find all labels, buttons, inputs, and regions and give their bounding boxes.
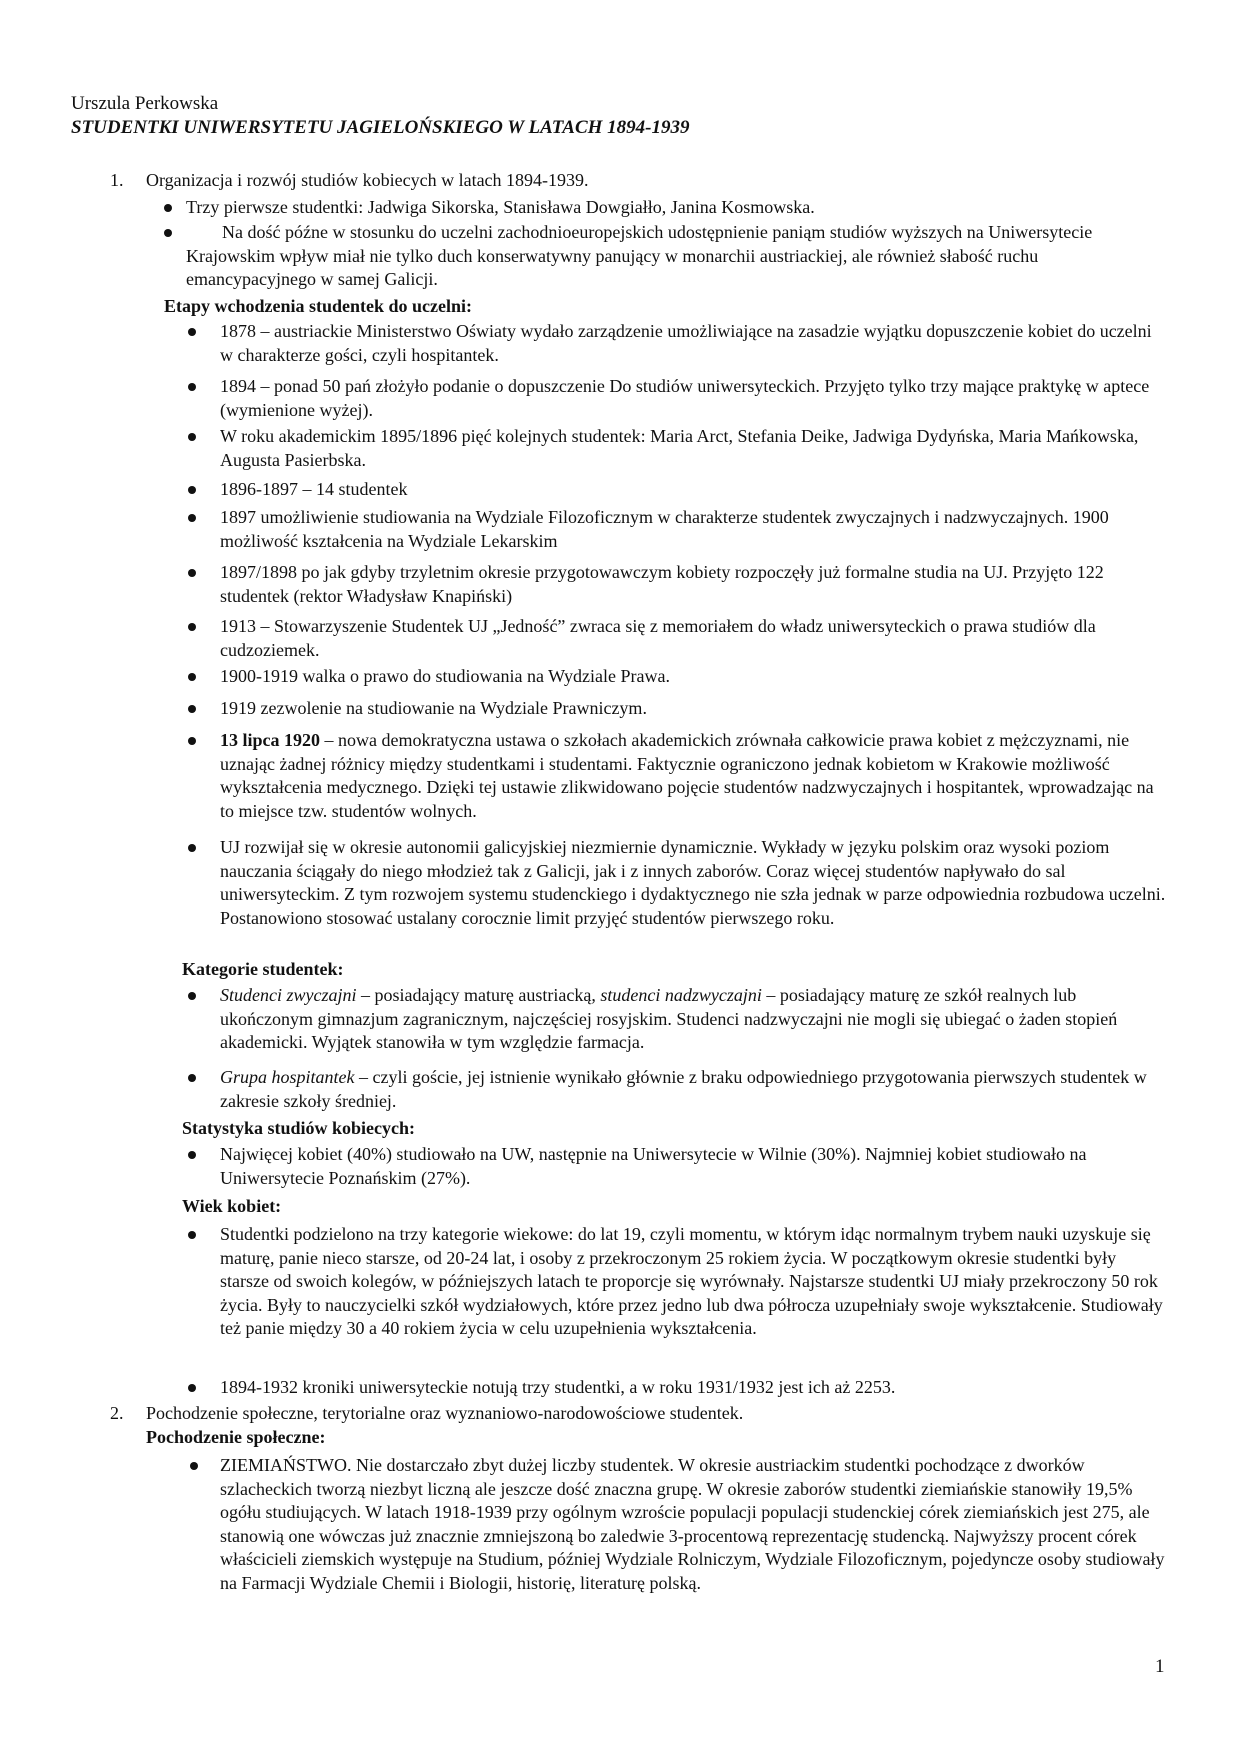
- bullet-icon: [188, 673, 196, 681]
- section-number: 1.: [110, 170, 124, 190]
- bullet-icon: [188, 433, 196, 441]
- bullet-icon: [164, 229, 172, 237]
- subheading-kategorie: Kategorie studentek:: [182, 959, 344, 979]
- section-title: Organizacja i rozwój studiów kobiecych w latach 1894-1939.: [146, 170, 589, 190]
- list-item: 13 lipca 1920 – nowa demokratyczna ustawa o szkołach akademickich zrównała całkowicie prawa kobiet z mężczyznami, nie uznając żadnej różnicy między studentkami i studentami. Faktycznie ograniczono jednak kobietom w Krakowie możliwość wykształcenia medycznego. Dzięki tej ustawie zlikwidowano pojęcie studentów nadzwyczajnych i hospitantek, wprowadzając na to miejsce tzw. studentów wolnych.: [188, 729, 1168, 823]
- bullet-icon: [188, 737, 196, 745]
- list-item: Trzy pierwsze studentki: Jadwiga Sikorska, Stanisława Dowgiałło, Janina Kosmowska.: [164, 196, 1044, 220]
- bullet-icon: [188, 1151, 196, 1159]
- section-title: Pochodzenie społeczne, terytorialne oraz wyznaniowo-narodowościowe studentek.: [146, 1403, 744, 1423]
- list-item: 1919 zezwolenie na studiowanie na Wydziale Prawniczym.: [188, 697, 1168, 721]
- subheading-statystyka: Statystyka studiów kobiecych:: [182, 1118, 416, 1138]
- bullet-icon: [188, 486, 196, 494]
- bullet-icon: [188, 383, 196, 391]
- bullet-icon: [188, 1074, 196, 1082]
- list-item: 1894-1932 kroniki uniwersyteckie notują trzy studentki, a w roku 1931/1932 jest ich aż 2253.: [188, 1376, 1168, 1400]
- list-item: 1913 – Stowarzyszenie Studentek UJ „Jedność” zwraca się z memoriałem do władz uniwersyteckich o prawa studiów dla cudzoziemek.: [188, 615, 1168, 662]
- subheading-etapy: Etapy wchodzenia studentek do uczelni:: [164, 296, 473, 316]
- list-item: Studentki podzielono na trzy kategorie wiekowe: do lat 19, czyli momentu, w którym idąc normalnym trybem nauki uzyskuje się maturę, panie nieco starsze, od 20-24 lat, i osoby z przekroczonym 25 rokiem życia. W początkowym okresie studentki były starsze od swoich kolegów, w późniejszych latach te proporcje się wyrównały. Najstarsze studentki UJ miały przekroczony 50 rok życia. Były to nauczycielki szkół wydziałowych, które przez jedno lub dwa półrocza uzupełniały swoje wykształcenie. Studiowały też panie między 30 a 40 rokiem życia w celu uzupełnienia wykształcenia.: [188, 1223, 1168, 1341]
- bullet-icon: [188, 844, 196, 852]
- list-item: 1894 – ponad 50 pań złożyło podanie o dopuszczenie Do studiów uniwersyteckich. Przyjęto tylko trzy mające praktykę w aptece (wymienione wyżej).: [188, 375, 1168, 422]
- list-item: 1896-1897 – 14 studentek: [188, 478, 1168, 502]
- category-label: ZIEMIAŃSTWO: [220, 1455, 347, 1475]
- bullet-icon: [188, 514, 196, 522]
- bullet-icon: [188, 569, 196, 577]
- list-item: 1897 umożliwienie studiowania na Wydziale Filozoficznym w charakterze studentek zwyczajnych i nadzwyczajnych. 1900 możliwość kształcenia na Wydziale Lekarskim: [188, 506, 1168, 553]
- list-item: Na dość późne w stosunku do uczelni zachodnioeuropejskich udostępnienie paniąm studiów wyższych na Uniwersytecie Krajowskim wpływ miał nie tylko duch konserwatywny panujący w monarchii austriackiej, ale również słabość ruchu emancypacyjnego w samej Galicji.: [164, 221, 1144, 292]
- bullet-icon: [188, 705, 196, 713]
- list-item: Najwięcej kobiet (40%) studiowało na UW, następnie na Uniwersytecie w Wilnie (30%). Najmniej kobiet studiowało na Uniwersytecie Poznańskim (27%).: [188, 1143, 1168, 1190]
- list-item: 1897/1898 po jak gdyby trzyletnim okresie przygotowawczym kobiety rozpoczęły już formalne studia na UJ. Przyjęto 122 studentek (rektor Władysław Knapiński): [188, 561, 1168, 608]
- list-item: W roku akademickim 1895/1896 pięć kolejnych studentek: Maria Arct, Stefania Deike, Jadwiga Dydyńska, Maria Mańkowska, Augusta Pasierbska.: [188, 425, 1168, 472]
- bullet-icon: [188, 328, 196, 336]
- list-item: Studenci zwyczajni – posiadający maturę austriacką, studenci nadzwyczajni – posiadający maturę ze szkół realnych lub ukończonym gimnazjum zagranicznym, najczęściej rosyjskim. Studenci nadzwyczajni nie mogli się ubiegać o żaden stopień akademicki. Wyjątek stanowiła w tym względzie farmacja.: [188, 984, 1168, 1055]
- bullet-icon: [190, 1462, 198, 1470]
- bullet-icon: [188, 623, 196, 631]
- document-title: STUDENTKI UNIWERSYTETU JAGIELOŃSKIEGO W LATACH 1894-1939: [71, 117, 690, 138]
- list-item: Grupa hospitantek – czyli goście, jej istnienie wynikało głównie z braku odpowiedniego przygotowania pierwszych studentek w zakresie szkoły średniej.: [188, 1066, 1168, 1113]
- author-name: Urszula Perkowska: [71, 93, 219, 114]
- list-item: 1878 – austriackie Ministerstwo Oświaty wydało zarządzenie umożliwiające na zasadzie wyjątku dopuszczenie kobiet do uczelni w charakterze gości, czyli hospitantek.: [188, 320, 1168, 367]
- bullet-icon: [188, 1384, 196, 1392]
- bullet-icon: [188, 1231, 196, 1239]
- list-item: UJ rozwijał się w okresie autonomii galicyjskiej niezmiernie dynamicznie. Wykłady w języku polskim oraz wysoki poziom nauczania ściągały do niego młodzież tak z Galicji, jak i z innych zaborów. Coraz więcej studentów napływało do sal uniwersyteckim. Z tym rozwojem systemu studenckiego i dydaktycznego nie szła jednak w parze odpowiednia rozbudowa uczelni. Postanowiono stosować ustalany corocznie limit przyjęć studentów pierwszego roku.: [188, 836, 1168, 930]
- list-item: ZIEMIAŃSTWO. Nie dostarczało zbyt dużej liczby studentek. W okresie austriackim studentki pochodzące z dworków szlacheckich tworzą niezbyt liczną ale jeszcze dość znaczna grupę. W okresie zaborów studentki ziemiańskie stanowiły 19,5% ogółu studiujących. W latach 1918-1939 przy ogólnym wzroście populacji populacji studenckiej córek ziemiańskich jest 275, ale stanowią one wówczas już znacznie zmniejszoną bo zaledwie 3-procentową reprezentację studencką. Najwyższy procent córek właścicieli ziemskich występuje na Studium, później Wydziale Rolniczym, Wydziale Filozoficznym, pojedyncze osoby studiowały na Farmacji Wydziale Chemii i Biologii, historię, literaturę polską.: [190, 1454, 1170, 1595]
- section-number: 2.: [110, 1403, 124, 1423]
- subheading-pochodzenie: Pochodzenie społeczne:: [146, 1427, 326, 1447]
- date-highlight: 13 lipca 1920: [220, 730, 321, 750]
- subheading-wiek: Wiek kobiet:: [182, 1196, 282, 1216]
- list-item: 1900-1919 walka o prawo do studiowania na Wydziale Prawa.: [188, 665, 1168, 689]
- bullet-icon: [164, 204, 172, 212]
- page-number: 1: [1155, 1656, 1165, 1677]
- bullet-icon: [188, 992, 196, 1000]
